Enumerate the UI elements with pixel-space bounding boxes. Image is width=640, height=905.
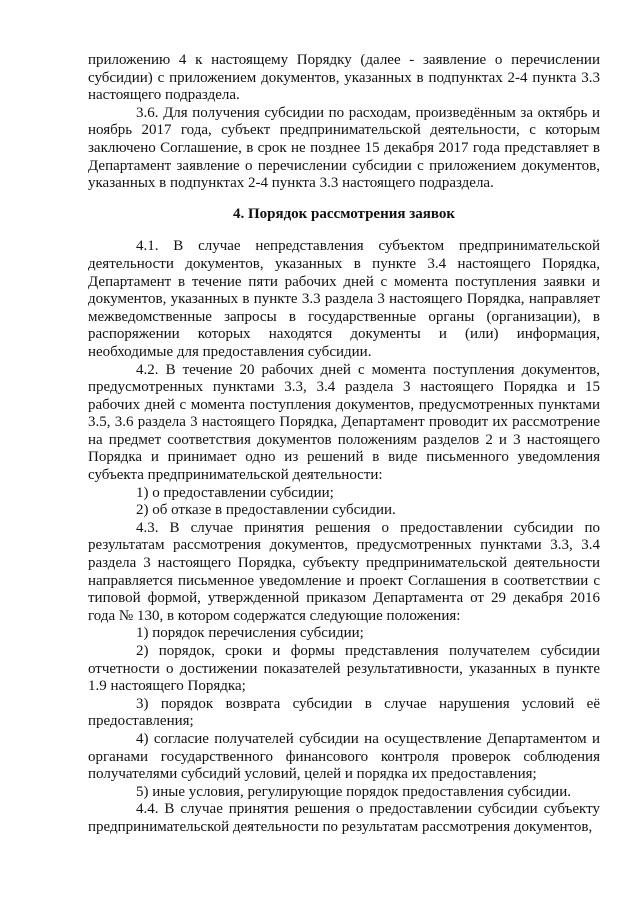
paragraph: 4.2. В течение 20 рабочих дней с момента поступления документов, предусмотренных пунктами 3.3, 3.4 раздела 3 настоящего Порядка и 15 рабочих дней с момента поступления документов, предусмотренных пунктами 3.5, 3.6 раздела 3 настоящего Порядка, Департамент проводит их рассмотрение на предмет соответствия документов положениям разделов 2 и 3 настоящего Порядка и принимает одно из решений в виде письменного уведомления субъекта предпринимательской деятельности: bbox=[88, 361, 600, 484]
text-block-before bbox=[88, 52, 600, 193]
text-block-after bbox=[88, 238, 600, 836]
list-item: 5) иные условия, регулирующие порядок предоставления субсидии. bbox=[136, 783, 571, 800]
paragraph: 4.3. В случае принятия решения о предоставлении субсидии по результатам рассмотрения документов, предусмотренных пунктами 3.3, 3.4 раздела 3 настоящего Порядка, субъекту предпринимательской деятельности направляется письменное уведомление и проект Соглашения в соответствии с типовой формой, утвержденной приказом Департамента от 29 декабря 2016 года № 130, в котором содержатся следующие положения: bbox=[88, 519, 600, 624]
list-item: 2) об отказе в предоставлении субсидии. bbox=[136, 502, 396, 519]
paragraph: 4.1. В случае непредставления субъектом предпринимательской деятельности документов, указанных в пункте 3.4 настоящего Порядка, Департамент в течение пяти рабочих дней с момента поступления заявки и документов, указанных в пункте 3.3 раздела 3 настоящего Порядка, направляет межведомственные запросы в государственные органы (организации), в распоряжении которых находятся документы и (или) информация, необходимые для предоставления субсидии. bbox=[88, 238, 600, 360]
section-heading: 4. Порядок рассмотрения заявок bbox=[232, 205, 456, 222]
paragraph: приложению 4 к настоящему Порядку (далее - заявление о перечислении субсидии) с приложением документов, указанных в подпунктах 2-4 пункта 3.3 настоящего подраздела. bbox=[88, 52, 600, 104]
list-item: 1) о предоставлении субсидии; bbox=[136, 484, 334, 501]
list-item: 2) порядок, сроки и формы представления получателем субсидии отчетности о достижении показателей результативности, указанных в пункте 1.9 настоящего Порядка; bbox=[88, 643, 600, 695]
paragraph: 3.6. Для получения субсидии по расходам, произведённым за октябрь и ноябрь 2017 года, субъект предпринимательской деятельности, с которым заключено Соглашение, в срок не позднее 15 декабря 2017 года представляет в Департамент заявление о перечислении субсидии с приложением документов, указанных в подпунктах 2-4 пункта 3.3 настоящего подраздела. bbox=[88, 104, 600, 192]
list-item: 1) порядок перечисления субсидии; bbox=[136, 625, 364, 642]
list-item: 3) порядок возврата субсидии в случае нарушения условий её предоставления; bbox=[88, 695, 600, 730]
list-item: 4) согласие получателей субсидии на осуществление Департаментом и органами государственного финансового контроля проверок соблюдения получателями субсидий условий, целей и порядка их предоставления; bbox=[88, 730, 600, 783]
paragraph: 4.4. В случае принятия решения о предоставлении субсидии субъекту предпринимательской деятельности по результатам рассмотрения документов, bbox=[88, 801, 600, 835]
